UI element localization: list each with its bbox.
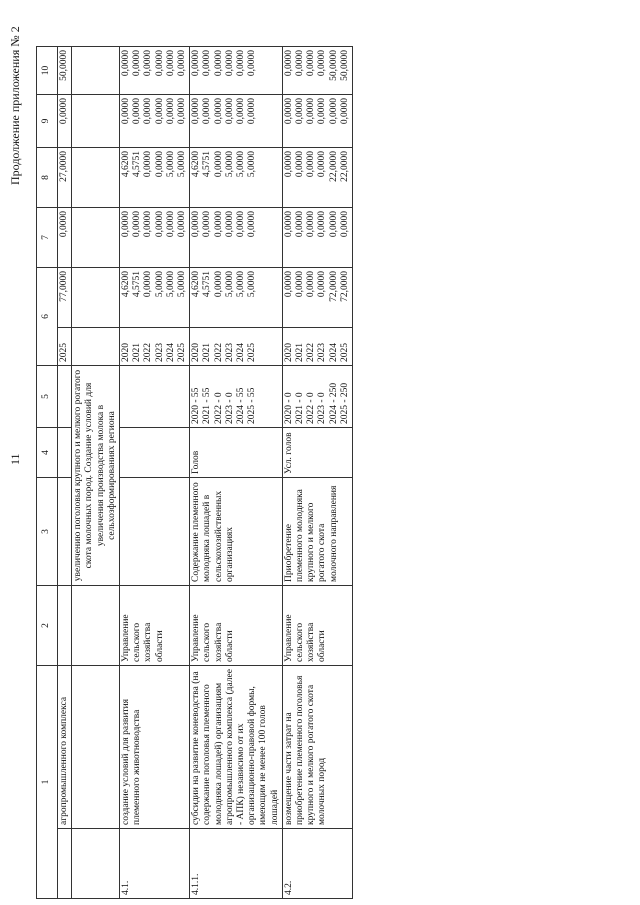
section-row (72, 47, 120, 899)
cell-local: 0,0000 (58, 95, 72, 148)
table-row (120, 47, 190, 899)
table-header (37, 47, 58, 899)
cell-executor: Управление сельского хозяйства области (120, 586, 190, 666)
cell-executor: Управление сельского хозяйства области (190, 586, 283, 666)
cell-empty (72, 47, 120, 95)
cell-total: 77,0000 (58, 268, 72, 328)
table-row (58, 47, 72, 899)
page-number: 11 (8, 453, 22, 465)
cell-event (120, 478, 190, 586)
section-heading: увеличению поголовья крупного и мелкого рогатого скота молочных пород. Создание условий для увеличения производства молока в сельхозформированиях региона (72, 366, 120, 586)
table-row (190, 47, 283, 899)
cell-event: Содержание племенного молодняка лошадей в сельскохозяйственных организациях (190, 478, 283, 586)
cell-regional: 4,6200 4,5751 0,0000 5,0000 5,0000 5,0000 (190, 148, 283, 208)
cell-total: 4,6200 4,5751 0,0000 5,0000 5,0000 5,0000 (190, 268, 283, 328)
cell-unit (58, 428, 72, 478)
cell-total: 0,0000 0,0000 0,0000 0,0000 72,0000 72,0000 (282, 268, 352, 328)
cell-indicator (58, 366, 72, 428)
cell-name: субсидии на развитие коневодства (на содержание поголовья племенного молодняка лошадей) организациям агропромышленного комплекса (далее - АПК) независимо от их организационно-правовой формы, имеющим не менее 100 голов лошадей (190, 666, 283, 829)
header-col-4: 4 (37, 428, 58, 478)
cell-total: 4,6200 4,5751 0,0000 5,0000 5,0000 5,0000 (120, 268, 190, 328)
cell-regional: 27,0000 (58, 148, 72, 208)
cell-event (58, 478, 72, 586)
cell-empty (72, 586, 120, 666)
header-col-7: 7 (37, 208, 58, 268)
cell-indicator (120, 366, 190, 428)
continuation-label: Продолжение приложения № 2 (8, 26, 22, 185)
cell-num: 4.1.1. (190, 829, 283, 899)
cell-local: 0,0000 0,0000 0,0000 0,0000 0,0000 0,0000 (282, 95, 352, 148)
cell-federal: 0,0000 0,0000 0,0000 0,0000 0,0000 0,0000 (120, 208, 190, 268)
cell-federal: 0,0000 (58, 208, 72, 268)
header-col-10: 10 (37, 47, 58, 95)
cell-unit (120, 428, 190, 478)
cell-name: возмещение части затрат на приобретение племенного поголовья крупного и мелкого рогатого скота молочных пород (282, 666, 352, 829)
cell-regional: 4,6200 4,5751 0,0000 0,0000 5,0000 5,0000 (120, 148, 190, 208)
header-col-3: 3 (37, 478, 58, 586)
cell-unit: Голов (190, 428, 283, 478)
cell-year: 2020 2021 2022 2023 2024 2025 (120, 328, 190, 366)
cell-executor: Управление сельского хозяйства области (282, 586, 352, 666)
cell-extra: 0,0000 0,0000 0,0000 0,0000 50,0000 50,0000 (282, 47, 352, 95)
cell-federal: 0,0000 0,0000 0,0000 0,0000 0,0000 0,0000 (282, 208, 352, 268)
cell-num (58, 829, 72, 899)
cell-num: 4.1. (120, 829, 190, 899)
cell-extra: 0,0000 0,0000 0,0000 0,0000 0,0000 0,0000 (120, 47, 190, 95)
cell-empty (72, 268, 120, 328)
header-col-6: 6 (37, 268, 58, 366)
header-row (37, 47, 58, 899)
cell-federal: 0,0000 0,0000 0,0000 0,0000 0,0000 0,0000 (190, 208, 283, 268)
program-table (36, 46, 353, 899)
header-col-9: 9 (37, 95, 58, 148)
header-col-5: 5 (37, 366, 58, 428)
header-col-1: 1 (37, 666, 58, 899)
cell-year: 2020 2021 2022 2023 2024 2025 (190, 328, 283, 366)
cell-empty (72, 829, 120, 899)
cell-unit: Усл. голов (282, 428, 352, 478)
table-row (282, 47, 352, 899)
cell-empty (72, 666, 120, 829)
header-col-8: 8 (37, 148, 58, 208)
cell-executor (58, 586, 72, 666)
table-body (58, 47, 353, 899)
cell-event: Приобретение племенного молодняка крупного и мелкого рогатого скота молочного направления (282, 478, 352, 586)
cell-indicator: 2020 - 55 2021 - 55 2022 - 0 2023 - 0 2024 - 55 2025 - 55 (190, 366, 283, 428)
cell-name: создание условий для развития племенного животноводства (120, 666, 190, 829)
cell-year: 2025 (58, 328, 72, 366)
cell-num: 4.2. (282, 829, 352, 899)
cell-empty (72, 95, 120, 148)
cell-extra: 50,0000 (58, 47, 72, 95)
cell-indicator: 2020 - 0 2021 - 0 2022 - 0 2023 - 0 2024 - 250 2025 - 250 (282, 366, 352, 428)
cell-regional: 0,0000 0,0000 0,0000 0,0000 22,0000 22,0000 (282, 148, 352, 208)
cell-local: 0,0000 0,0000 0,0000 0,0000 0,0000 0,0000 (190, 95, 283, 148)
cell-extra: 0,0000 0,0000 0,0000 0,0000 0,0000 0,0000 (190, 47, 283, 95)
cell-empty (72, 328, 120, 366)
cell-empty (72, 208, 120, 268)
header-col-2: 2 (37, 586, 58, 666)
cell-empty (72, 148, 120, 208)
cell-local: 0,0000 0,0000 0,0000 0,0000 0,0000 0,0000 (120, 95, 190, 148)
cell-year: 2020 2021 2022 2023 2024 2025 (282, 328, 352, 366)
cell-name: агропромышленного комплекса (58, 666, 72, 829)
